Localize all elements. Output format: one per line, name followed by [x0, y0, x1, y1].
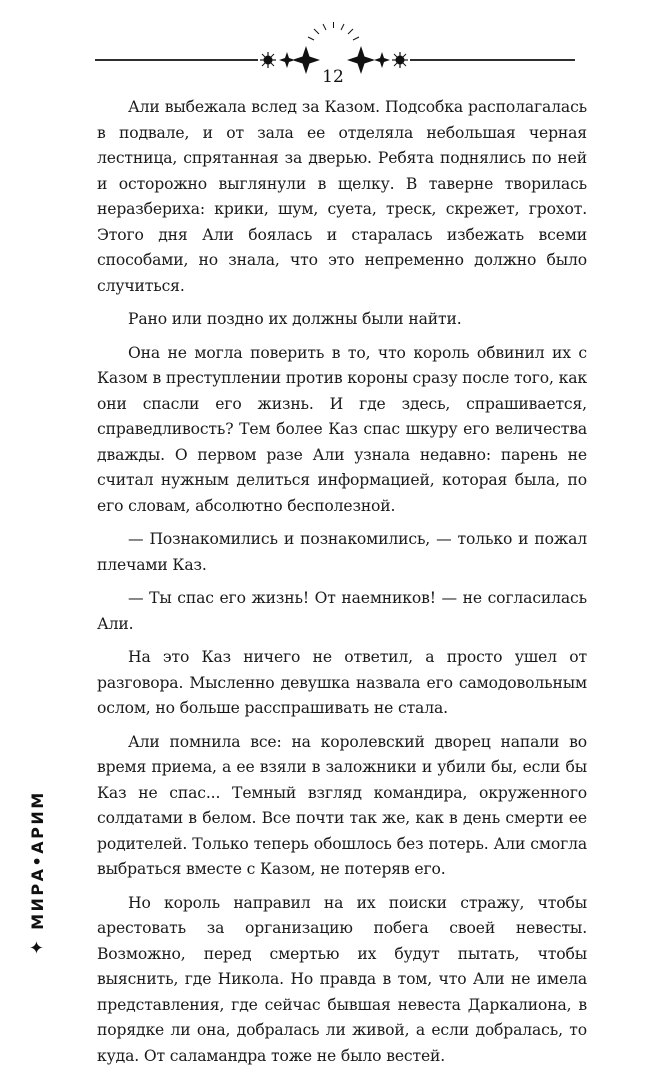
- paragraph: — Познакомились и познакомились, — только и пожал плечами Каз.: [97, 530, 587, 574]
- star-icon: ✦: [26, 939, 48, 955]
- paragraph: Али выбежала вслед за Казом. Подсобка располагалась в подвале, и от зала ее отделяла небольшая черная лестница, спрятанная за дверью. Ребята поднялись по ней и осторожно выглянули в щелку. В таверне творилась неразбериха: крики, шум, суета, треск, скрежет, грохот. Этого дня Али боялась и старалась избежать всеми способами, но знала, что это непременно должно было случиться.: [97, 98, 587, 295]
- paragraph: На это Каз ничего не ответил, а просто ушел от разговора. Мысленно девушка назвала его самодовольным ослом, но больше расспрашивать не стала.: [97, 648, 587, 717]
- series-title: МИРА•АРИМ: [28, 790, 47, 930]
- paragraph: Но король направил на их поиски стражу, чтобы арестовать за организацию побега своей невесты. Возможно, перед смертью их будут пытать, чтобы выяснить, где Никола. Но правда в том, что Али не имела представления, где сейчас бывшая невеста Даркалиона, в порядке ли она, добралась ли живой, а если добралась, то куда. От саламандра тоже не было вестей.: [97, 893, 587, 1065]
- page-header: [0, 22, 667, 102]
- page-number: 12: [322, 67, 344, 87]
- star-icon-right: [374, 52, 390, 68]
- body-text: [97, 95, 587, 1077]
- sun-icon-right: [392, 52, 408, 68]
- rays-icon: [308, 22, 359, 40]
- side-series-label: [28, 790, 47, 955]
- paragraph: Рано или поздно их должны были найти.: [128, 310, 462, 328]
- sun-icon-left: [260, 52, 276, 68]
- header-ornament: [0, 22, 667, 102]
- paragraph: Али помнила все: на королевский дворец напали во время приема, а ее взяли в заложники и убили бы, если бы Каз не спас... Темный взгляд командира, окруженного солдатами в белом. Все почти так же, как в день смерти ее родителей. Только теперь обошлось без потерь. Али смогла выбраться вместе с Казом, не потеряв его.: [97, 732, 587, 878]
- paragraph: — Ты спас его жизнь! От наемников! — не согласилась Али.: [97, 589, 587, 633]
- paragraph: Она не могла поверить в то, что король обвинил их с Казом в преступлении против короны сразу после того, как они спасли его жизнь. И где здесь, спрашивается, справедливость? Тем более Каз спас шкуру его величества дважды. О первом разе Али узнала недавно: парень не считал нужным делиться информацией, которая была, по его словам, абсолютно бесполезной.: [97, 343, 587, 515]
